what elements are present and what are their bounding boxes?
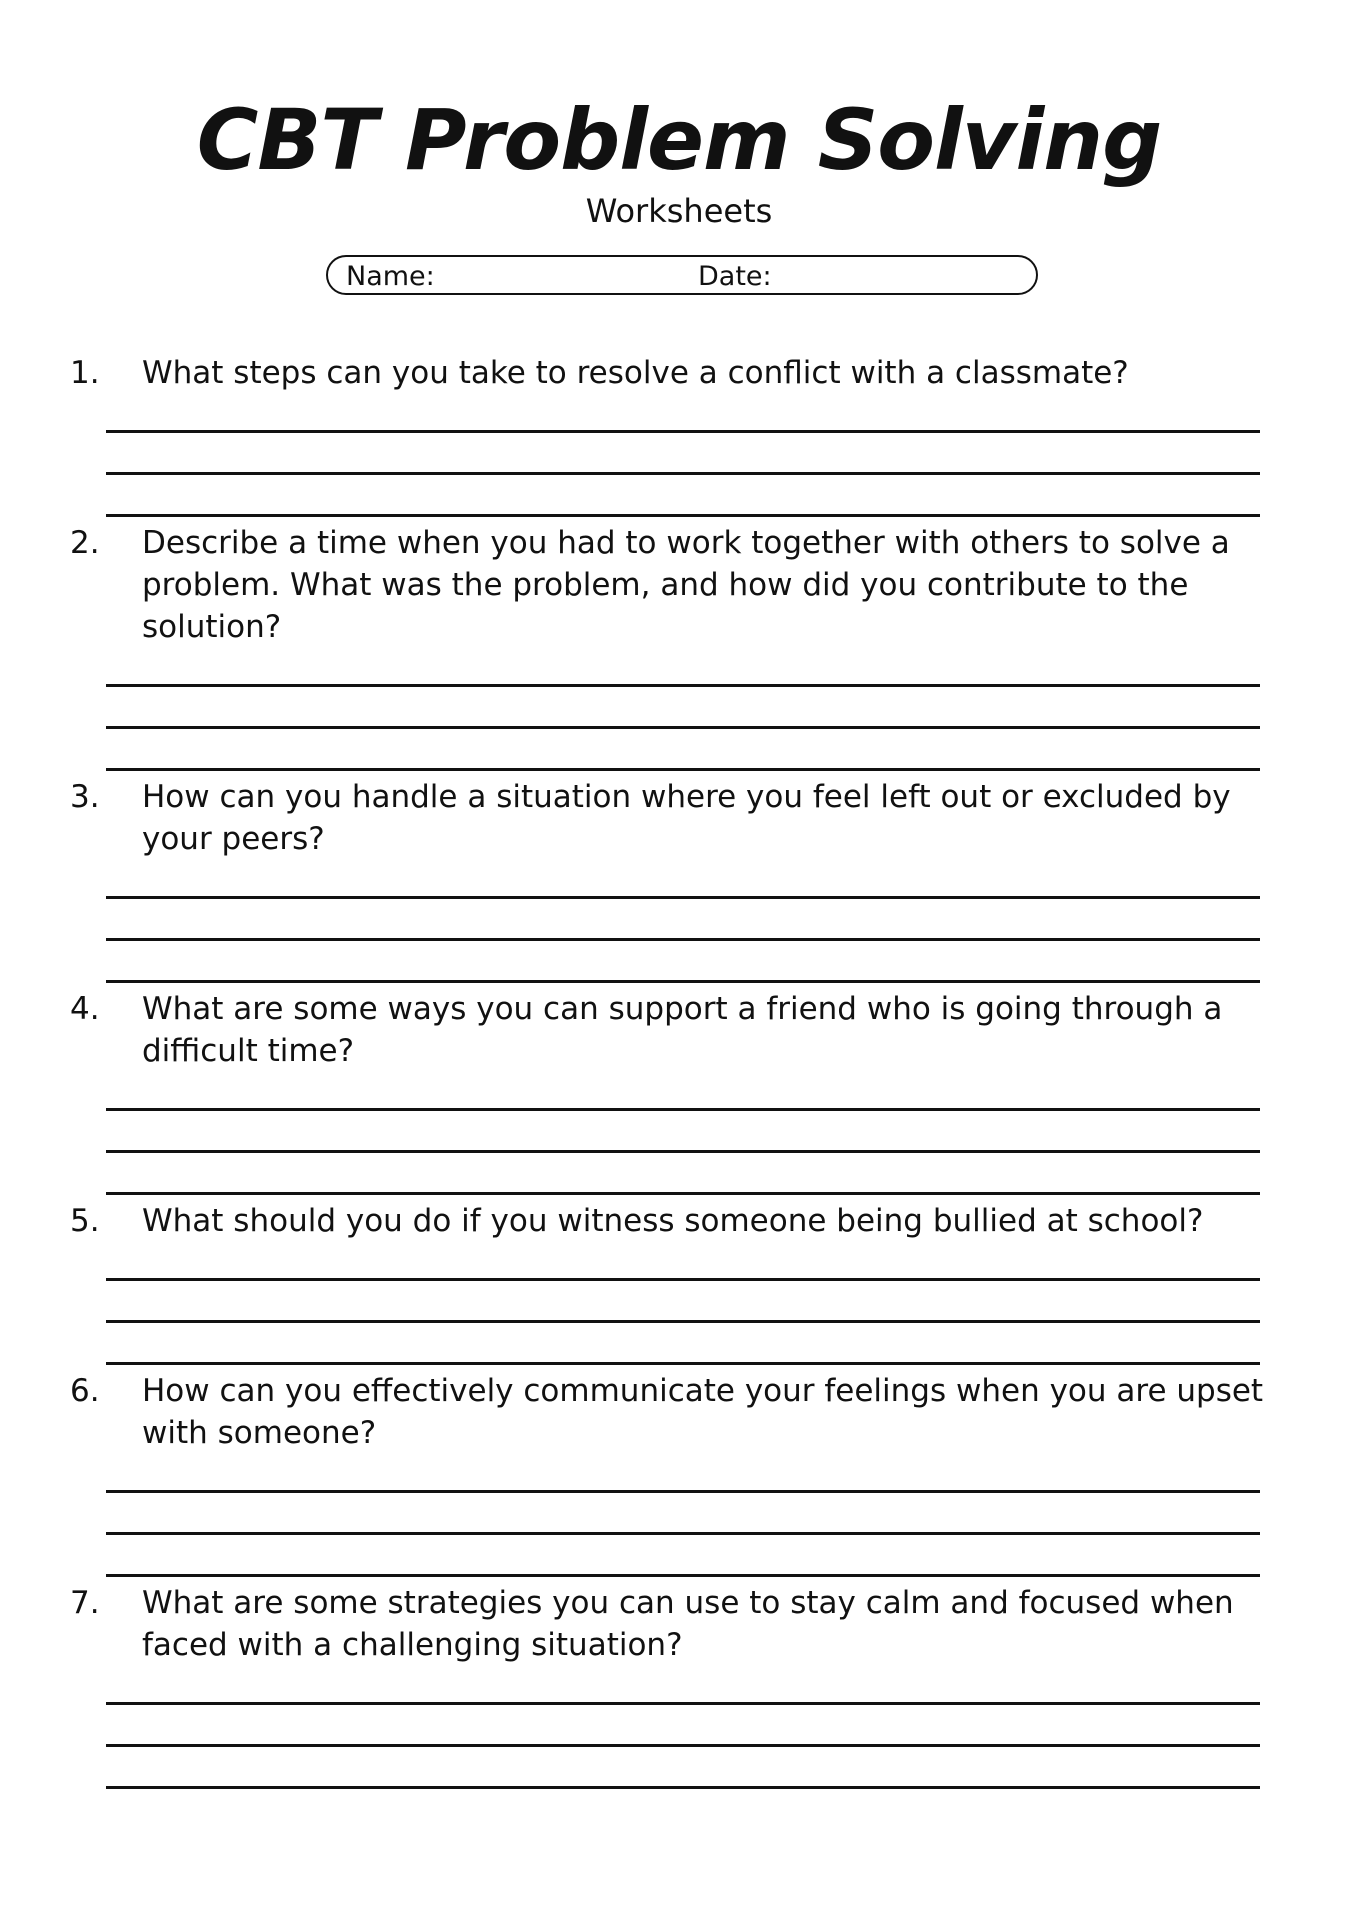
answer-line[interactable]	[106, 1278, 1260, 1281]
answer-line[interactable]	[106, 1362, 1260, 1365]
question-2	[70, 522, 1302, 648]
name-date-box[interactable]	[326, 255, 1038, 295]
page-title: CBT Problem Solving	[196, 91, 1162, 189]
question-text: Describe a time when you had to work together with others to solve a problem. What was the problem, and how did you contribute to the solution?	[142, 525, 1230, 645]
answer-line[interactable]	[106, 938, 1260, 941]
question-4	[70, 988, 1302, 1072]
question-text: What steps can you take to resolve a conflict with a classmate?	[142, 355, 1129, 391]
question-3	[70, 776, 1302, 860]
question-number: 2.	[70, 525, 100, 561]
question-7	[70, 1582, 1302, 1666]
answer-line[interactable]	[106, 1320, 1260, 1323]
answer-line[interactable]	[106, 1150, 1260, 1153]
answer-line[interactable]	[106, 684, 1260, 687]
question-text: How can you effectively communicate your feelings when you are upset with someone?	[142, 1373, 1264, 1451]
question-number: 3.	[70, 779, 100, 815]
question-number: 7.	[70, 1585, 100, 1621]
answer-line[interactable]	[106, 514, 1260, 517]
question-number: 4.	[70, 991, 100, 1027]
answer-line[interactable]	[106, 1786, 1260, 1789]
question-6	[70, 1370, 1302, 1454]
question-text: What should you do if you witness someone being bullied at school?	[142, 1203, 1204, 1239]
answer-line[interactable]	[106, 1490, 1260, 1493]
answer-line[interactable]	[106, 896, 1260, 899]
answer-line[interactable]	[106, 726, 1260, 729]
answer-line[interactable]	[106, 768, 1260, 771]
question-1	[70, 352, 1302, 394]
date-label: Date:	[698, 261, 772, 292]
page-subtitle: Worksheets	[585, 192, 773, 230]
answer-line[interactable]	[106, 1702, 1260, 1705]
question-5	[70, 1200, 1302, 1242]
name-label: Name:	[346, 261, 435, 292]
question-number: 5.	[70, 1203, 100, 1239]
answer-line[interactable]	[106, 1574, 1260, 1577]
answer-line[interactable]	[106, 1108, 1260, 1111]
answer-line[interactable]	[106, 1532, 1260, 1535]
answer-line[interactable]	[106, 472, 1260, 475]
answer-line[interactable]	[106, 1192, 1260, 1195]
question-text: How can you handle a situation where you feel left out or excluded by your peers?	[142, 779, 1231, 857]
answer-line[interactable]	[106, 430, 1260, 433]
question-text: What are some ways you can support a friend who is going through a difficult time?	[142, 991, 1223, 1069]
question-text: What are some strategies you can use to stay calm and focused when faced with a challenging situation?	[142, 1585, 1234, 1663]
answer-line[interactable]	[106, 980, 1260, 983]
answer-line[interactable]	[106, 1744, 1260, 1747]
question-number: 6.	[70, 1373, 100, 1409]
question-number: 1.	[70, 355, 100, 391]
